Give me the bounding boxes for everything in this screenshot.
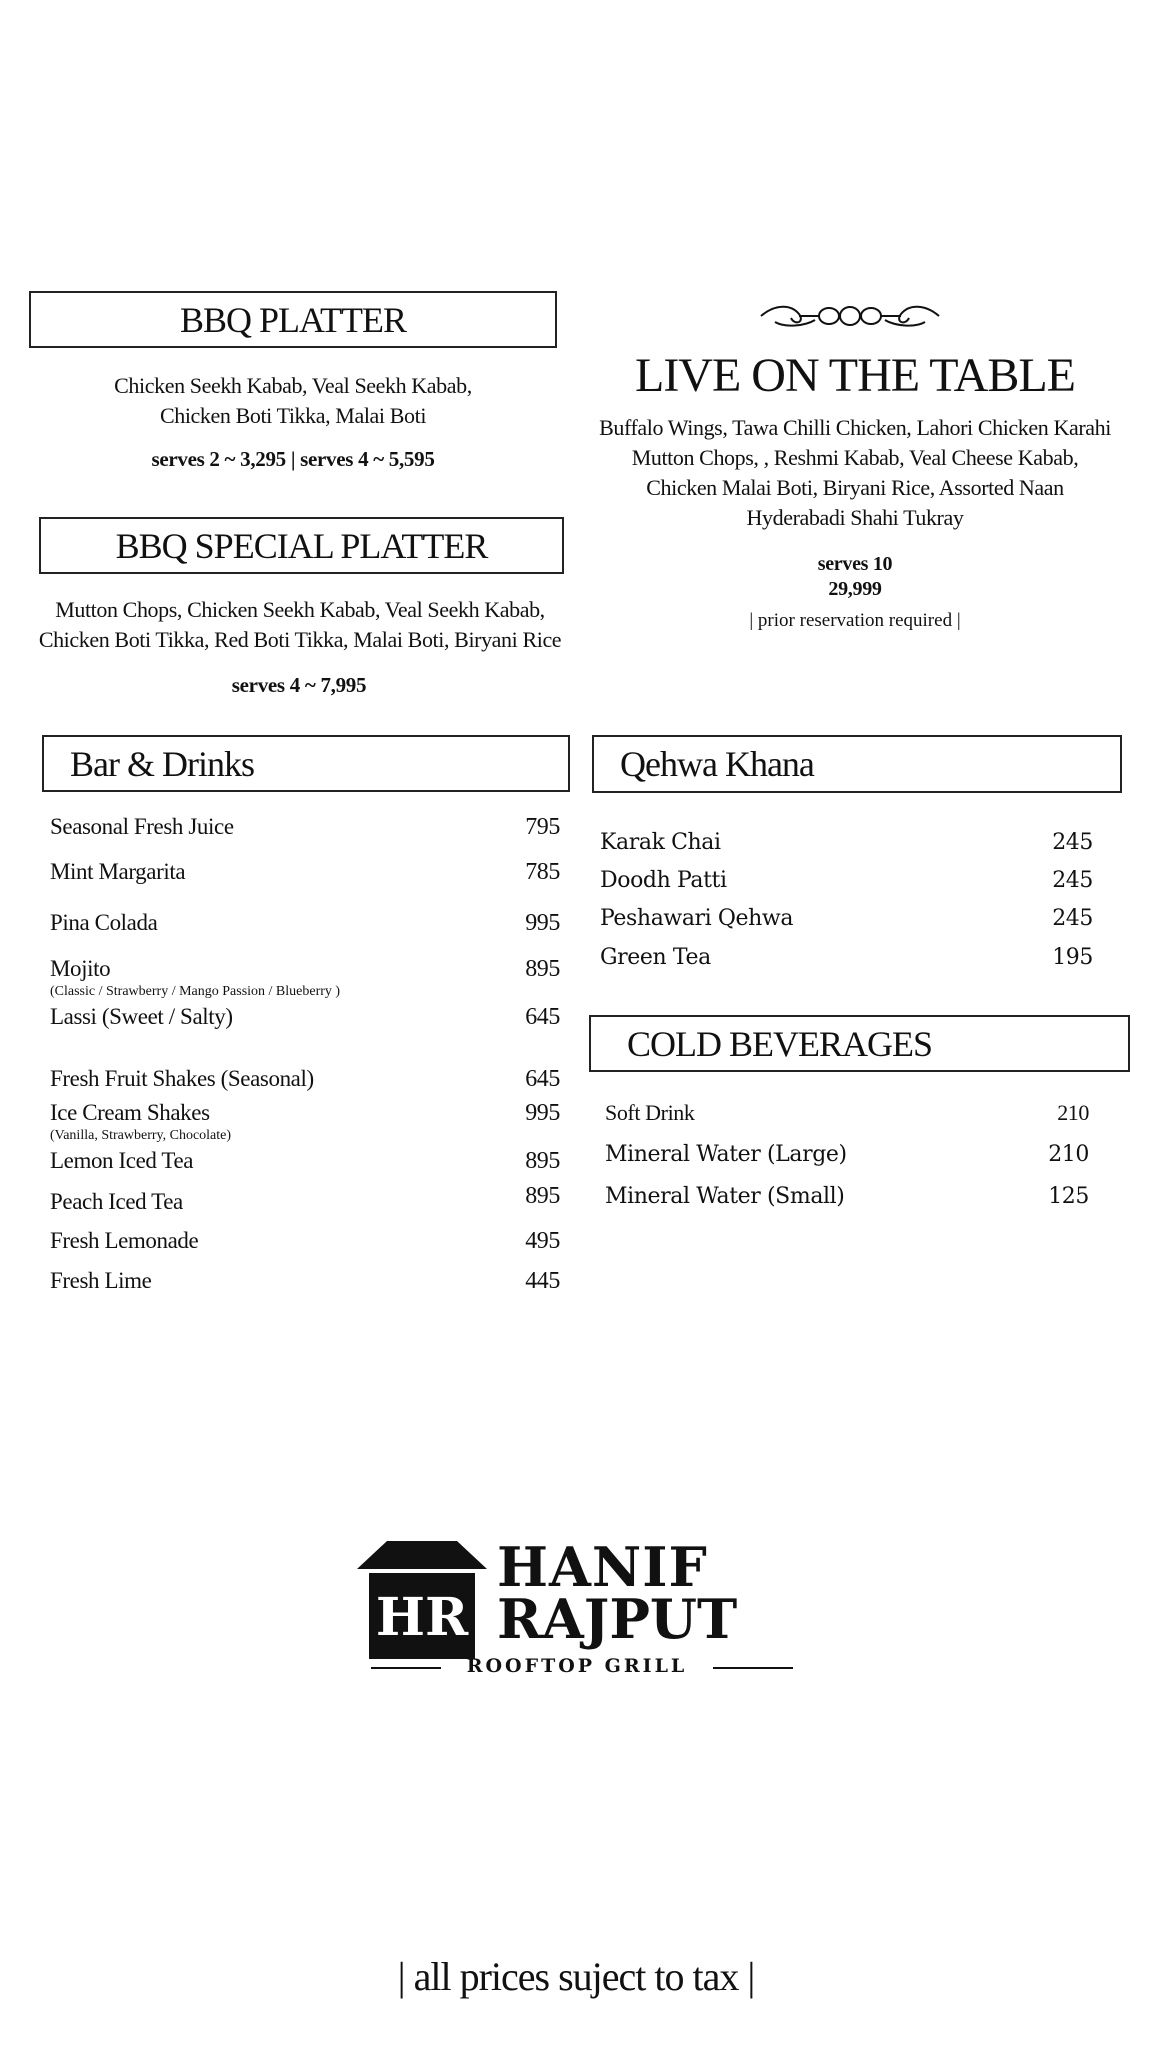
qehwa-item-price: 245	[1052, 830, 1093, 855]
live-table-serves: serves 10	[817, 553, 893, 575]
bbq-special-desc-line1: Mutton Chops, Chicken Seekh Kabab, Veal Seekh Kabab,	[55, 597, 545, 622]
bar-row	[50, 1004, 560, 1031]
restaurant-logo	[357, 1535, 807, 1685]
cold-item-name: Mineral Water (Large)	[605, 1142, 847, 1167]
qehwa-row	[600, 868, 1093, 893]
bar-item-price: 495	[525, 1228, 560, 1254]
live-table-price: 29,999	[828, 578, 882, 600]
bbq-platter-header	[29, 291, 557, 348]
bar-item-price: 645	[525, 1004, 560, 1030]
bar-item-price: 995	[525, 910, 560, 936]
bar-item-price: 795	[525, 814, 560, 840]
bbq-platter-title: BBQ PLATTER	[179, 299, 407, 340]
bbq-special-description	[20, 595, 580, 655]
bar-row	[50, 859, 560, 886]
bbq-platter-serves: serves 2 ~ 3,295 | serves 4 ~ 5,595	[151, 447, 435, 471]
qehwa-item-name: Green Tea	[600, 945, 711, 970]
bar-item-name: Fresh Lemonade	[50, 1228, 199, 1253]
live-table-note: | prior reservation required |	[749, 610, 961, 631]
bar-row	[50, 956, 560, 983]
logo-monogram: HR	[375, 1587, 469, 1648]
bbq-platter-description	[29, 371, 557, 431]
logo-line2: RAJPUT	[497, 1587, 738, 1651]
qehwa-item-price: 195	[1052, 945, 1093, 970]
qehwa-row	[600, 945, 1093, 970]
cold-row	[605, 1142, 1089, 1167]
logo-tagline: ROOFTOP GRILL	[466, 1655, 688, 1677]
bar-item-name: Mint Margarita	[50, 859, 186, 884]
live-table-desc-line2: Mutton Chops, , Reshmi Kabab, Veal Cheese Kabab,	[631, 445, 1079, 470]
logo-line1: HANIF	[497, 1535, 708, 1599]
bar-item-options: (Vanilla, Strawberry, Chocolate)	[50, 1128, 232, 1143]
bar-item-name: Peach Iced Tea	[50, 1189, 183, 1214]
flourish-ornament-icon	[755, 300, 945, 332]
cold-item-price: 210	[1057, 1100, 1089, 1125]
live-table-description	[590, 413, 1120, 533]
qehwa-row	[600, 906, 1093, 931]
qehwa-khana-title: Qehwa Khana	[620, 744, 814, 784]
logo-rule-left	[371, 1667, 441, 1669]
bar-row	[50, 1268, 560, 1295]
qehwa-item-name: Peshawari Qehwa	[600, 906, 794, 931]
bar-row	[50, 1066, 560, 1093]
bar-item-price: 895	[525, 1183, 560, 1209]
live-table-desc-line1: Buffalo Wings, Tawa Chilli Chicken, Lahori Chicken Karahi	[599, 415, 1111, 440]
bar-drinks-title: Bar & Drinks	[70, 743, 254, 784]
house-monogram-icon	[357, 1541, 487, 1659]
bar-item-price: 645	[525, 1066, 560, 1092]
bar-item-options: (Classic / Strawberry / Mango Passion / Blueberry )	[50, 984, 341, 999]
bar-row	[50, 1100, 560, 1127]
qehwa-khana-header	[592, 735, 1122, 793]
qehwa-row	[600, 830, 1093, 855]
bbq-special-serves: serves 4 ~ 7,995	[231, 673, 367, 697]
bar-item-name: Ice Cream Shakes	[50, 1100, 210, 1125]
cold-item-name: Mineral Water (Small)	[605, 1184, 845, 1209]
bar-item-name: Seasonal Fresh Juice	[50, 814, 234, 839]
cold-row	[605, 1184, 1089, 1209]
bar-item-name: Fresh Lime	[50, 1268, 152, 1293]
cold-item-price: 125	[1048, 1184, 1089, 1209]
bbq-special-header	[39, 517, 564, 574]
bar-row	[50, 1183, 560, 1215]
bar-item-price: 995	[525, 1100, 560, 1126]
bar-item-name: Fresh Fruit Shakes (Seasonal)	[50, 1066, 314, 1091]
cold-item-name: Soft Drink	[605, 1100, 695, 1125]
qehwa-item-price: 245	[1052, 906, 1093, 931]
tax-note: | all prices suject to tax |	[397, 1954, 755, 1999]
cold-item-price: 210	[1048, 1142, 1089, 1167]
qehwa-item-name: Doodh Patti	[600, 868, 727, 893]
bar-row	[50, 910, 560, 937]
bar-item-name: Lassi (Sweet / Salty)	[50, 1004, 233, 1029]
bar-item-price: 895	[525, 956, 560, 982]
live-table-desc-line4: Hyderabadi Shahi Tukray	[746, 505, 964, 530]
bar-item-price: 445	[525, 1268, 560, 1294]
bar-row	[50, 1228, 560, 1255]
live-table-title: LIVE ON THE TABLE	[635, 349, 1075, 402]
bar-item-price: 785	[525, 859, 560, 885]
bar-item-price: 895	[525, 1148, 560, 1174]
bbq-special-desc-line2: Chicken Boti Tikka, Red Boti Tikka, Malai Boti, Biryani Rice	[38, 627, 562, 652]
bbq-platter-desc-line1: Chicken Seekh Kabab, Veal Seekh Kabab,	[114, 373, 472, 398]
qehwa-item-price: 245	[1052, 868, 1093, 893]
logo-rule-right	[713, 1667, 793, 1669]
cold-beverages-header	[589, 1015, 1130, 1072]
bar-item-name: Lemon Iced Tea	[50, 1148, 194, 1173]
bar-row	[50, 1148, 560, 1175]
bar-row	[50, 814, 560, 841]
bar-drinks-header	[42, 735, 570, 792]
cold-row	[605, 1100, 1089, 1126]
cold-beverages-title: COLD BEVERAGES	[627, 1023, 933, 1064]
bbq-platter-desc-line2: Chicken Boti Tikka, Malai Boti	[159, 403, 427, 428]
qehwa-item-name: Karak Chai	[600, 830, 721, 855]
bar-item-name: Pina Colada	[50, 910, 158, 935]
bar-item-name: Mojito	[50, 956, 111, 981]
bbq-special-title: BBQ SPECIAL PLATTER	[115, 525, 488, 566]
live-table-desc-line3: Chicken Malai Boti, Biryani Rice, Assorted Naan	[646, 475, 1064, 500]
